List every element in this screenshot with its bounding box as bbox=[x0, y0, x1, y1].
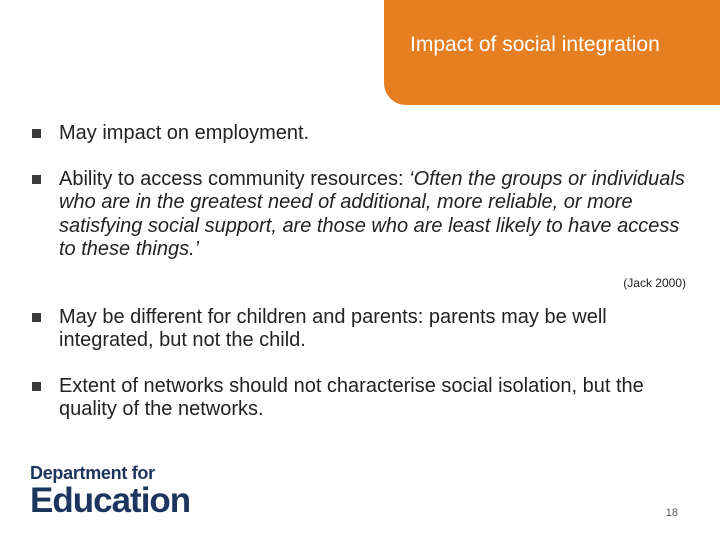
page-number: 18 bbox=[665, 507, 678, 519]
square-bullet-icon bbox=[32, 382, 41, 391]
square-bullet-icon bbox=[32, 175, 41, 184]
slide-title: Impact of social integration bbox=[410, 33, 660, 56]
bullet-community-resources bbox=[32, 168, 692, 262]
square-bullet-icon bbox=[32, 313, 41, 322]
bullet-text: May be different for children and parents: parents may be well integrated, but not the child. bbox=[59, 305, 607, 351]
logo-line-1: Department for bbox=[30, 463, 155, 483]
citation: (Jack 2000) bbox=[623, 275, 686, 290]
department-for-education-logo bbox=[30, 463, 190, 519]
bullet-list bbox=[32, 120, 692, 422]
bullet-text: Extent of networks should not characterise social isolation, but the quality of the networks. bbox=[59, 374, 644, 420]
bullet-text: Ability to access community resources: ‘Often the groups or individuals who are in the greatest need of additional, more reliable, or more satisfying social support, are those who are least likely to have access to these things.’ bbox=[59, 167, 685, 260]
square-bullet-icon bbox=[32, 129, 41, 138]
bullet-networks bbox=[32, 375, 692, 422]
bullet-employment bbox=[32, 122, 692, 146]
bullet-children-parents bbox=[32, 306, 692, 353]
logo-line-2: Education bbox=[30, 481, 191, 520]
bullet-text: May impact on employment. bbox=[59, 122, 310, 144]
